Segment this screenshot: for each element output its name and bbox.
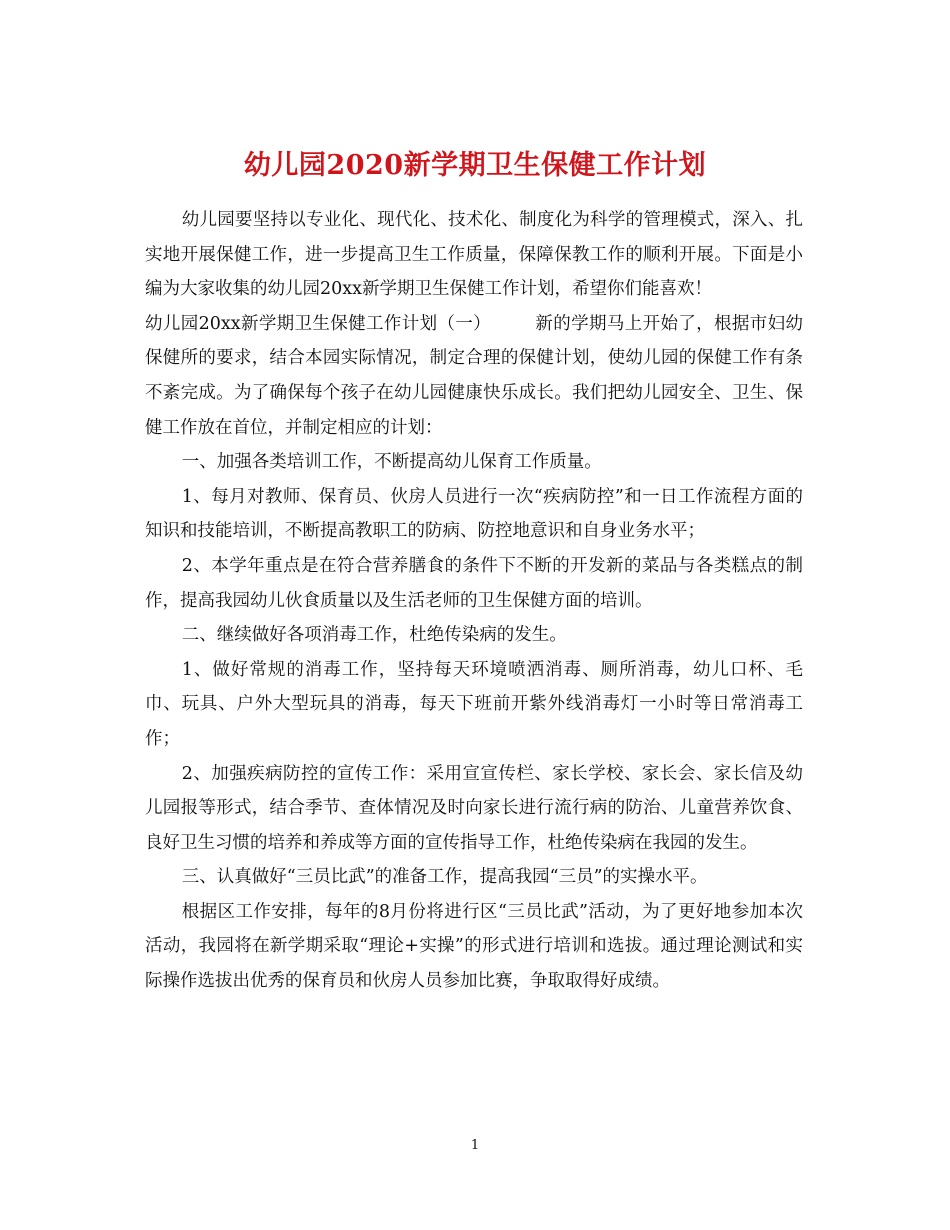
plan-heading: 幼儿园20xx新学期卫生保健工作计划（一） [145, 313, 492, 334]
plan-intro: 新的学期马上开始了，根据市妇幼保健所的要求，结合本园实际情况，制定合理的保健计划，使幼儿园的保健工作有条不紊完成。为了确保每个孩子在幼儿园健康快乐成长。我们把幼儿园安全、卫生、保健工作放在首位，并制定相应的计划： [145, 313, 803, 438]
section-1-item-2: 2、本学年重点是在符合营养膳食的条件下不断的开发新的菜品与各类糕点的制作，提高我园幼儿伙食质量以及生活老师的卫生保健方面的培训。 [145, 555, 803, 611]
section-2-heading: 二、继续做好各项消毒工作，杜绝传染病的发生。 [181, 625, 567, 646]
document-title: 幼儿园2020新学期卫生保健工作计划 [243, 150, 707, 182]
section-1-item-1: 1、每月对教师、保育员、伙房人员进行一次“疾病防控”和一日工作流程方面的知识和技能培训，不断提高教职工的防病、防控地意识和自身业务水平； [145, 486, 803, 542]
intro-paragraph: 幼儿园要坚持以专业化、现代化、技术化、制度化为科学的管理模式，深入、扎实地开展保健工作，进一步提高卫生工作质量，保障保教工作的顺利开展。下面是小编为大家收集的幼儿园20xx新学期卫生保健工作计划，希望你们能喜欢！ [145, 210, 803, 300]
plan-paragraph [145, 307, 803, 445]
document-body [145, 203, 803, 999]
section-2-item-2: 2、加强疾病防控的宣传工作：采用宣宣传栏、家长学校、家长会、家长信及幼儿园报等形式，结合季节、查体情况及时向家长进行流行病的防治、儿童营养饮食、良好卫生习惯的培养和养成等方面的宣传指导工作，杜绝传染病在我园的发生。 [145, 763, 803, 853]
section-3-body: 根据区工作安排，每年的8月份将进行区“三员比武”活动，为了更好地参加本次活动，我园将在新学期采取“理论+实操”的形式进行培训和选拔。通过理论测试和实际操作选拔出优秀的保育员和伙房人员参加比赛，争取取得好成绩。 [145, 901, 803, 992]
section-2-item-1: 1、做好常规的消毒工作，坚持每天环境喷洒消毒、厕所消毒，幼儿口杯、毛巾、玩具、户外大型玩具的消毒，每天下班前开紫外线消毒灯一小时等日常消毒工作； [145, 659, 803, 749]
section-1-heading: 一、加强各类培训工作，不断提高幼儿保育工作质量。 [181, 452, 602, 473]
page-number: 1 [470, 1138, 480, 1153]
section-3-heading: 三、认真做好“三员比武”的准备工作，提高我园“三员”的实操水平。 [181, 867, 708, 888]
